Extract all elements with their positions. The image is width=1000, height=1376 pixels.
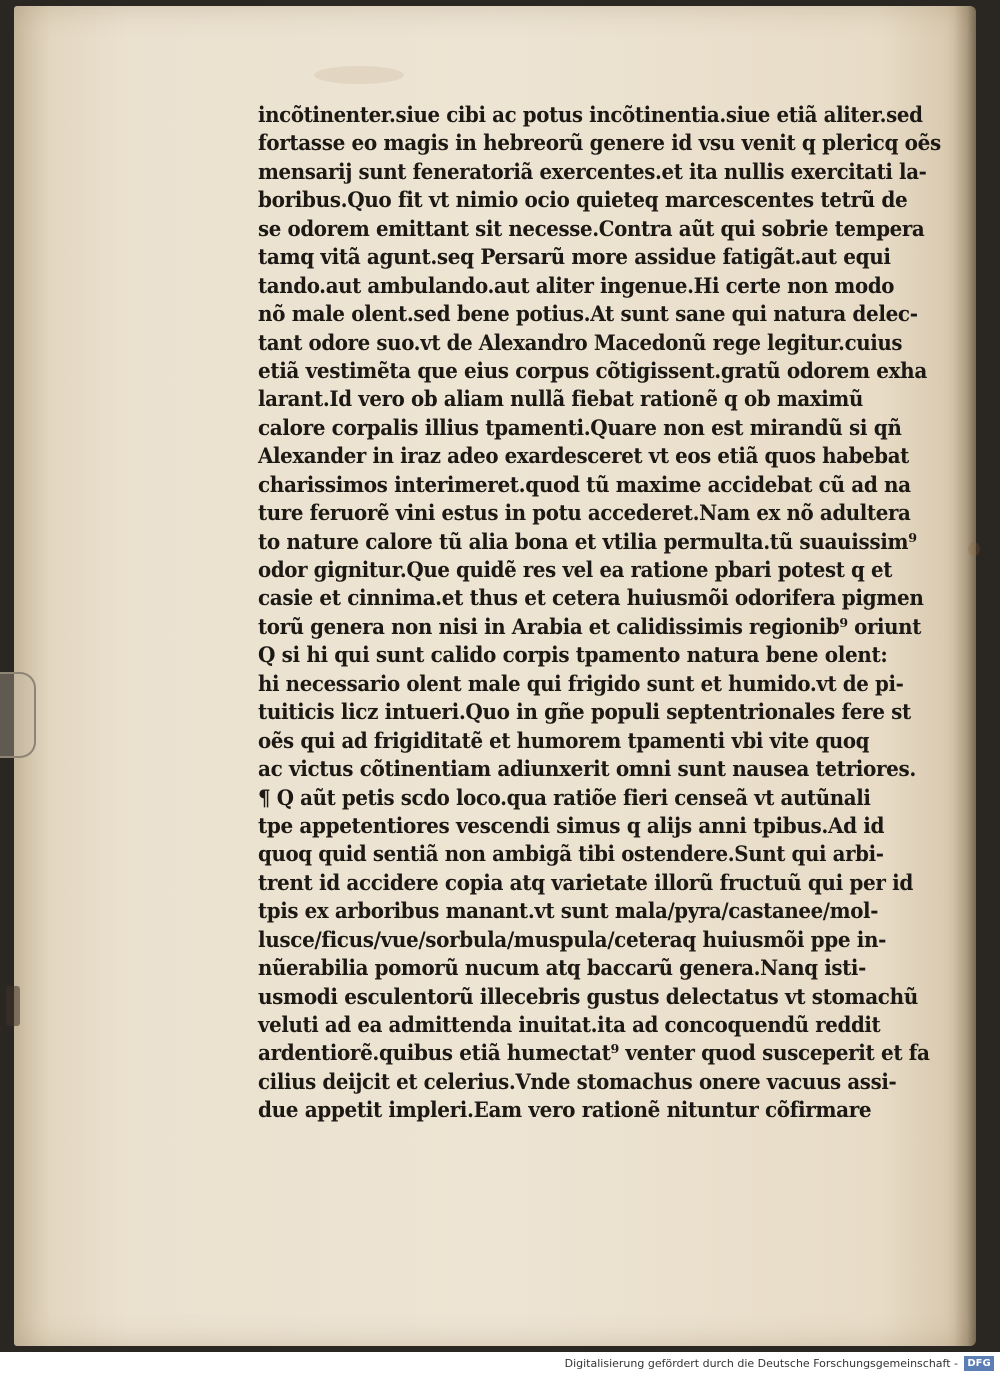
text-line: se odorem emittant sit necesse.Contra aũt qui sobrie tempera — [258, 216, 925, 242]
text-line: nũerabilia pomorũ nucum atq baccarũ genera.Nanq isti- — [258, 956, 866, 982]
text-line: due appetit impleri.Eam vero rationẽ nituntur cõfirmare — [258, 1098, 872, 1124]
text-line: incõtinenter.siue cibi ac potus incõtinentia.siue etiã aliter.sed — [258, 103, 923, 128]
text-line: odor gignitur.Que quidẽ res vel ea ratione pbari potest q et — [258, 558, 893, 583]
text-line: larant.Id vero ob aliam nullã fiebat rationẽ q ob maximũ — [258, 387, 864, 413]
text-line: oẽs qui ad frigiditatẽ et humorem tpamenti vbi vite quoq — [258, 728, 870, 754]
text-line: lusce/ficus/vue/sorbula/muspula/ceteraq huiusmõi ppe in- — [258, 927, 887, 953]
text-line: ac victus cõtinentiam adiunxerit omni sunt nausea tetriores. — [258, 757, 916, 783]
text-line: casie et cinnima.et thus et cetera huiusmõi odorifera pigmen — [258, 586, 924, 612]
text-line: veluti ad ea admittenda inuitat.ita ad concoquendũ reddit — [258, 1013, 881, 1038]
text-line: ture feruorẽ vini estus in potu accederet.Nam ex nõ adultera — [258, 501, 911, 527]
book-page — [14, 6, 976, 1346]
text-line: usmodi esculentorũ illecebris gustus delectatus vt stomachũ — [258, 984, 918, 1010]
text-line: ardentiorẽ.quibus etiã humectat⁹ venter quod susceperit et fa — [258, 1041, 930, 1067]
foxing-stain — [314, 66, 404, 84]
text-line: tpis ex arboribus manant.vt sunt mala/pyra/castanee/mol- — [258, 899, 879, 925]
text-line: charissimos interimeret.quod tũ maxime accidebat cũ ad na — [258, 472, 911, 498]
text-line: nõ male olent.sed bene potius.At sunt sane qui natura delec- — [258, 302, 918, 328]
dfg-credit-text: Digitalisierung gefördert durch die Deutsche Forschungsgemeinschaft - — [564, 1357, 958, 1370]
page-edge-shadow — [954, 6, 976, 1346]
text-line: calore corpalis illius tpamenti.Quare non est mirandũ si qñ — [258, 415, 902, 441]
text-line: Q si hi qui sunt calido corpis tpamento natura bene olent: — [258, 643, 888, 669]
text-line: boribus.Quo fit vt nimio ocio quieteq marcescentes tetrũ de — [258, 188, 908, 214]
page-clip-mark — [0, 672, 36, 758]
text-line: quoq quid sentiã non ambigã tibi ostendere.Sunt qui arbi- — [258, 842, 884, 868]
text-line: tant odore suo.vt de Alexandro Macedonũ rege legitur.cuius — [258, 330, 903, 356]
text-line: cilius deijcit et celerius.Vnde stomachus onere vacuus assi- — [258, 1069, 897, 1095]
text-line: ¶ Q aũt petis scdo loco.qua ratiõe fieri censeã vt autũnali — [258, 785, 871, 811]
text-line: tuiticis licz intueri.Quo in gñe populi septentrionales fere st — [258, 700, 911, 726]
text-line: Alexander in iraz adeo exardesceret vt eos etiã quos habebat — [258, 444, 909, 470]
dfg-logo: DFG — [964, 1356, 994, 1371]
text-line: to nature calore tũ alia bona et vtilia permulta.tũ suauissim⁹ — [258, 529, 917, 555]
text-line: trent id accidere copia atq varietate illorũ fructuũ qui per id — [258, 870, 913, 896]
text-line: fortasse eo magis in hebreorũ genere id vsu venit q plericq oẽs — [258, 131, 941, 157]
text-line: torũ genera non nisi in Arabia et calidissimis regionib⁹ oriunt — [258, 614, 921, 640]
text-line: hi necessario olent male qui frigido sunt et humido.vt de pi- — [258, 671, 904, 697]
foxing-stain — [6, 986, 20, 1026]
text-line: tpe appetentiores vescendi simus q alijs anni tpibus.Ad id — [258, 813, 885, 839]
text-line: mensarij sunt feneratoriã exercentes.et ita nullis exercitati la- — [258, 159, 927, 185]
printed-text-block — [258, 102, 941, 1126]
text-line: tando.aut ambulando.aut aliter ingenue.Hi certe non modo — [258, 273, 895, 299]
digitization-footer — [0, 1352, 1000, 1376]
foxing-stain — [968, 542, 980, 556]
text-line: etiã vestimẽta que eius corpus cõtigissent.gratũ odorem exha — [258, 358, 927, 384]
text-line: tamq vitã agunt.seq Persarũ more assidue fatigãt.aut equi — [258, 245, 891, 271]
